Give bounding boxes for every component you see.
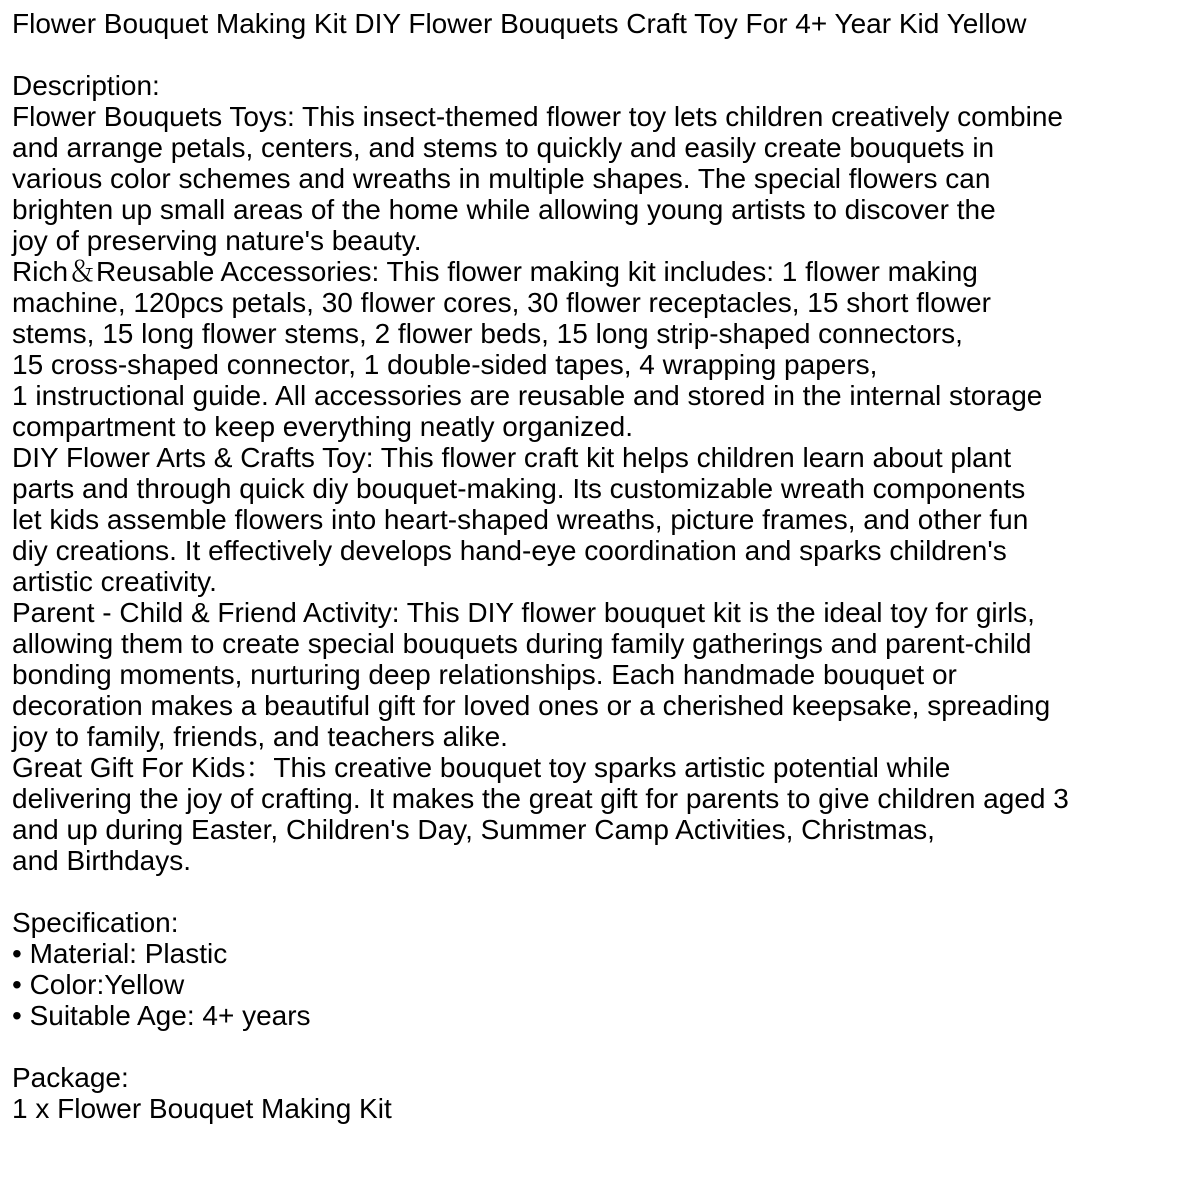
specification-heading: Specification:	[12, 907, 179, 938]
description-line: artistic creativity.	[12, 566, 217, 597]
description-line: and arrange petals, centers, and stems to quickly and easily create bouquets in	[12, 132, 995, 163]
description-line: bonding moments, nurturing deep relationships. Each handmade bouquet or	[12, 659, 957, 690]
description-line: Flower Bouquets Toys: This insect-themed flower toy lets children creatively combine	[12, 101, 1063, 132]
description-line: let kids assemble flowers into heart-shaped wreaths, picture frames, and other fun	[12, 504, 1029, 535]
description-line: brighten up small areas of the home while allowing young artists to discover the	[12, 194, 996, 225]
description-line: compartment to keep everything neatly organized.	[12, 411, 634, 442]
description-line: stems, 15 long flower stems, 2 flower beds, 15 long strip-shaped connectors,	[12, 318, 963, 349]
description-line: machine, 120pcs petals, 30 flower cores, 30 flower receptacles, 15 short flower	[12, 287, 991, 318]
spec-item-material: • Material: Plastic	[12, 938, 228, 969]
description-line: joy to family, friends, and teachers alike.	[12, 721, 508, 752]
description-line: allowing them to create special bouquets during family gatherings and parent-child	[12, 628, 1032, 659]
spacer	[12, 1031, 1192, 1062]
description-line: and up during Easter, Children's Day, Summer Camp Activities, Christmas,	[12, 814, 935, 845]
description-line: parts and through quick diy bouquet-making. Its customizable wreath components	[12, 473, 1026, 504]
description-line: joy of preserving nature's beauty.	[12, 225, 422, 256]
description-line: Rich＆Reusable Accessories: This flower making kit includes: 1 flower making	[12, 256, 978, 287]
specification-section	[12, 907, 1192, 1031]
package-section	[12, 1062, 1192, 1124]
spacer	[12, 39, 1192, 70]
description-line: and Birthdays.	[12, 845, 191, 876]
description-section	[12, 70, 1192, 876]
description-line: Great Gift For Kids：This creative bouquet toy sparks artistic potential while	[12, 752, 951, 783]
description-line: 15 cross-shaped connector, 1 double-sided tapes, 4 wrapping papers,	[12, 349, 878, 380]
description-heading: Description:	[12, 70, 160, 101]
description-line: DIY Flower Arts & Crafts Toy: This flower craft kit helps children learn about plant	[12, 442, 1012, 473]
spec-item-age: • Suitable Age: 4+ years	[12, 1000, 311, 1031]
description-line: delivering the joy of crafting. It makes the great gift for parents to give children aged 3	[12, 783, 1069, 814]
package-heading: Package:	[12, 1062, 129, 1093]
description-line: decoration makes a beautiful gift for loved ones or a cherished keepsake, spreading	[12, 690, 1051, 721]
product-title: Flower Bouquet Making Kit DIY Flower Bouquets Craft Toy For 4+ Year Kid Yellow	[12, 8, 1027, 39]
description-line: various color schemes and wreaths in multiple shapes. The special flowers can	[12, 163, 991, 194]
package-item: 1 x Flower Bouquet Making Kit	[12, 1093, 392, 1124]
product-description-document	[12, 0, 1192, 1124]
description-line: 1 instructional guide. All accessories are reusable and stored in the internal storage	[12, 380, 1043, 411]
description-line: diy creations. It effectively develops hand-eye coordination and sparks children's	[12, 535, 1007, 566]
spec-item-color: • Color:Yellow	[12, 969, 185, 1000]
description-line: Parent - Child & Friend Activity: This DIY flower bouquet kit is the ideal toy for girls,	[12, 597, 1035, 628]
spacer	[12, 876, 1192, 907]
